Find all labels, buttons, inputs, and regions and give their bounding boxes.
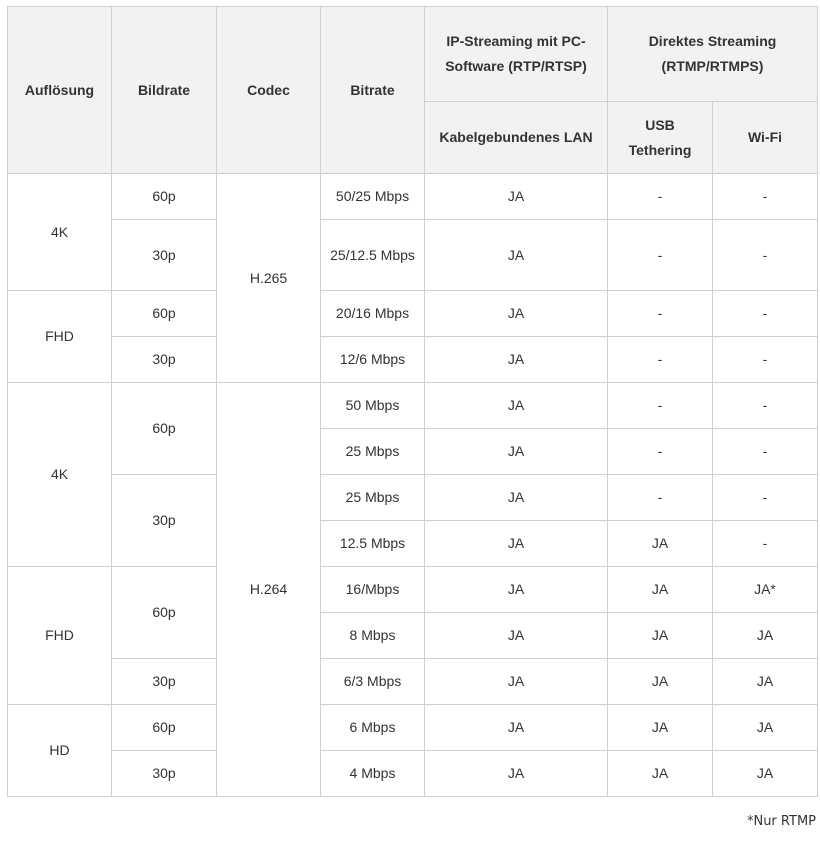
bitrate-cell: 50 Mbps: [321, 383, 425, 429]
bitrate-cell: 6/3 Mbps: [321, 659, 425, 705]
header-aufloesung: Auflösung: [8, 7, 112, 174]
framerate-cell: 60p: [112, 705, 217, 751]
wifi-cell: -: [713, 174, 818, 220]
streaming-spec-table: [7, 6, 818, 797]
usb-cell: -: [608, 475, 713, 521]
table-row: [8, 383, 818, 429]
table-row: [8, 291, 818, 337]
table-row: [8, 659, 818, 705]
resolution-cell: 4K: [8, 383, 112, 567]
header-codec: Codec: [217, 7, 321, 174]
lan-cell: JA: [425, 475, 608, 521]
bitrate-cell: 25/12.5 Mbps: [321, 220, 425, 291]
table-row: [8, 751, 818, 797]
wifi-cell: JA: [713, 659, 818, 705]
wifi-cell: JA: [713, 751, 818, 797]
framerate-cell: 60p: [112, 383, 217, 475]
lan-cell: JA: [425, 613, 608, 659]
header-kabel-lan: Kabelgebundenes LAN: [425, 102, 608, 174]
wifi-cell: -: [713, 521, 818, 567]
bitrate-cell: 25 Mbps: [321, 429, 425, 475]
usb-cell: JA: [608, 659, 713, 705]
bitrate-cell: 4 Mbps: [321, 751, 425, 797]
bitrate-cell: 25 Mbps: [321, 475, 425, 521]
bitrate-cell: 8 Mbps: [321, 613, 425, 659]
wifi-cell: -: [713, 220, 818, 291]
wifi-cell: -: [713, 429, 818, 475]
lan-cell: JA: [425, 521, 608, 567]
framerate-cell: 30p: [112, 475, 217, 567]
framerate-cell: 60p: [112, 291, 217, 337]
bitrate-cell: 6 Mbps: [321, 705, 425, 751]
usb-cell: -: [608, 220, 713, 291]
usb-cell: -: [608, 174, 713, 220]
wifi-cell: JA: [713, 613, 818, 659]
table-row: [8, 337, 818, 383]
wifi-cell: -: [713, 337, 818, 383]
lan-cell: JA: [425, 751, 608, 797]
framerate-cell: 30p: [112, 220, 217, 291]
header-usb-tethering: USB Tethering: [608, 102, 713, 174]
table-row: [8, 705, 818, 751]
lan-cell: JA: [425, 429, 608, 475]
bitrate-cell: 16/Mbps: [321, 567, 425, 613]
usb-cell: -: [608, 291, 713, 337]
table-row: [8, 475, 818, 521]
resolution-cell: FHD: [8, 291, 112, 383]
bitrate-cell: 12/6 Mbps: [321, 337, 425, 383]
header-bitrate: Bitrate: [321, 7, 425, 174]
lan-cell: JA: [425, 567, 608, 613]
usb-cell: JA: [608, 705, 713, 751]
usb-cell: JA: [608, 567, 713, 613]
lan-cell: JA: [425, 705, 608, 751]
lan-cell: JA: [425, 291, 608, 337]
framerate-cell: 60p: [112, 567, 217, 659]
bitrate-cell: 50/25 Mbps: [321, 174, 425, 220]
usb-cell: JA: [608, 751, 713, 797]
wifi-cell: -: [713, 291, 818, 337]
header-direktes-streaming: Direktes Streaming (RTMP/RTMPS): [608, 7, 818, 102]
usb-cell: -: [608, 383, 713, 429]
bitrate-cell: 20/16 Mbps: [321, 291, 425, 337]
table-row: [8, 220, 818, 291]
resolution-cell: FHD: [8, 567, 112, 705]
table-row: [8, 174, 818, 220]
resolution-cell: HD: [8, 705, 112, 797]
wifi-cell: -: [713, 383, 818, 429]
framerate-cell: 30p: [112, 751, 217, 797]
wifi-cell: -: [713, 475, 818, 521]
usb-cell: JA: [608, 521, 713, 567]
framerate-cell: 30p: [112, 337, 217, 383]
lan-cell: JA: [425, 337, 608, 383]
usb-cell: JA: [608, 613, 713, 659]
header-wifi: Wi-Fi: [713, 102, 818, 174]
lan-cell: JA: [425, 383, 608, 429]
header-ip-streaming: IP-Streaming mit PC-Software (RTP/RTSP): [425, 7, 608, 102]
wifi-cell: JA: [713, 705, 818, 751]
bitrate-cell: 12.5 Mbps: [321, 521, 425, 567]
codec-cell: H.264: [217, 383, 321, 797]
table-row: [8, 567, 818, 613]
lan-cell: JA: [425, 659, 608, 705]
footnote: *Nur RTMP: [746, 814, 816, 829]
codec-cell: H.265: [217, 174, 321, 383]
resolution-cell: 4K: [8, 174, 112, 291]
wifi-cell: JA*: [713, 567, 818, 613]
framerate-cell: 60p: [112, 174, 217, 220]
lan-cell: JA: [425, 220, 608, 291]
header-bildrate: Bildrate: [112, 7, 217, 174]
lan-cell: JA: [425, 174, 608, 220]
usb-cell: -: [608, 337, 713, 383]
usb-cell: -: [608, 429, 713, 475]
framerate-cell: 30p: [112, 659, 217, 705]
